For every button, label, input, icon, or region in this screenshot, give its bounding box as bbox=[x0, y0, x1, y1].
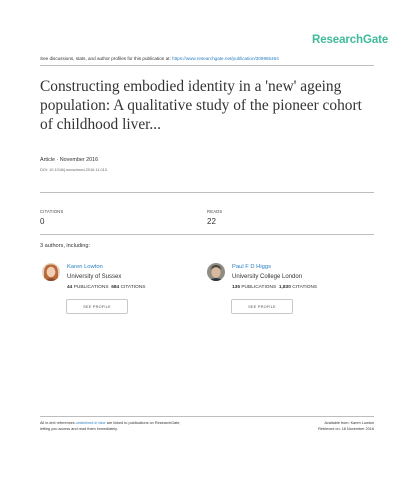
disclaimer bbox=[40, 56, 279, 61]
researchgate-logo[interactable]: ResearchGate bbox=[312, 34, 389, 46]
footer-text: are linked to publications on ResearchGate, bbox=[106, 421, 181, 425]
reads-label: READS bbox=[207, 209, 223, 214]
available-from: Available from: Karen Lowton bbox=[324, 421, 374, 425]
publications-count: 44 bbox=[67, 285, 73, 290]
citations-value: 0 bbox=[40, 217, 45, 226]
publications-count: 135 bbox=[232, 285, 241, 290]
doi: DOI: 10.1016/j.socscimed.2016.11.013 bbox=[40, 167, 107, 172]
footer-note bbox=[40, 421, 270, 432]
author-photo-karen-lowton bbox=[42, 263, 60, 281]
citations-label: CITATIONS bbox=[120, 285, 146, 290]
disclaimer-text: See discussions, stats, and author profiles for this publication at: bbox=[40, 56, 171, 61]
footer-link[interactable]: underlined in blue bbox=[75, 421, 106, 425]
author-name[interactable]: Paul F D Higgs bbox=[232, 264, 271, 270]
footer-text: All in-text references bbox=[40, 421, 75, 425]
header-divider bbox=[40, 65, 374, 66]
see-profile-button[interactable]: SEE PROFILE bbox=[231, 299, 293, 314]
citations-label: CITATIONS bbox=[40, 209, 64, 214]
footer-divider bbox=[40, 416, 374, 417]
stats-divider-bottom bbox=[40, 234, 374, 235]
citations-count: 684 bbox=[111, 285, 120, 290]
author-name[interactable]: Karen Lowton bbox=[67, 264, 103, 270]
page-title: Constructing embodied identity in a 'new' ageing population: A qualitative study of the pioneer cohort of childhood liver... bbox=[40, 78, 362, 133]
avatar[interactable] bbox=[42, 263, 60, 281]
publication-link[interactable]: https://www.researchgate.net/publication/309965464 bbox=[172, 56, 279, 61]
reads-value: 22 bbox=[207, 217, 216, 226]
citations-label: CITATIONS bbox=[292, 285, 318, 290]
see-profile-button[interactable]: SEE PROFILE bbox=[66, 299, 128, 314]
footer-text: letting you access and read them immediately. bbox=[40, 426, 118, 431]
author-institution: University of Sussex bbox=[67, 274, 122, 280]
retrieved-on: Retrieved on: 18 November 2016 bbox=[318, 426, 374, 431]
authors-heading: 3 authors, including: bbox=[40, 243, 91, 249]
stats-divider-top bbox=[40, 192, 374, 193]
author-institution: University College London bbox=[232, 274, 303, 280]
footer-availability bbox=[290, 421, 374, 432]
author-photo-paul-higgs bbox=[207, 263, 225, 281]
author-stats bbox=[67, 285, 145, 290]
author-stats bbox=[232, 285, 317, 290]
avatar[interactable] bbox=[207, 263, 225, 281]
citations-count: 1,830 bbox=[278, 285, 291, 290]
article-meta: Article · November 2016 bbox=[40, 157, 99, 163]
publications-label: PUBLICATIONS bbox=[241, 285, 277, 290]
publications-label: PUBLICATIONS bbox=[73, 285, 109, 290]
